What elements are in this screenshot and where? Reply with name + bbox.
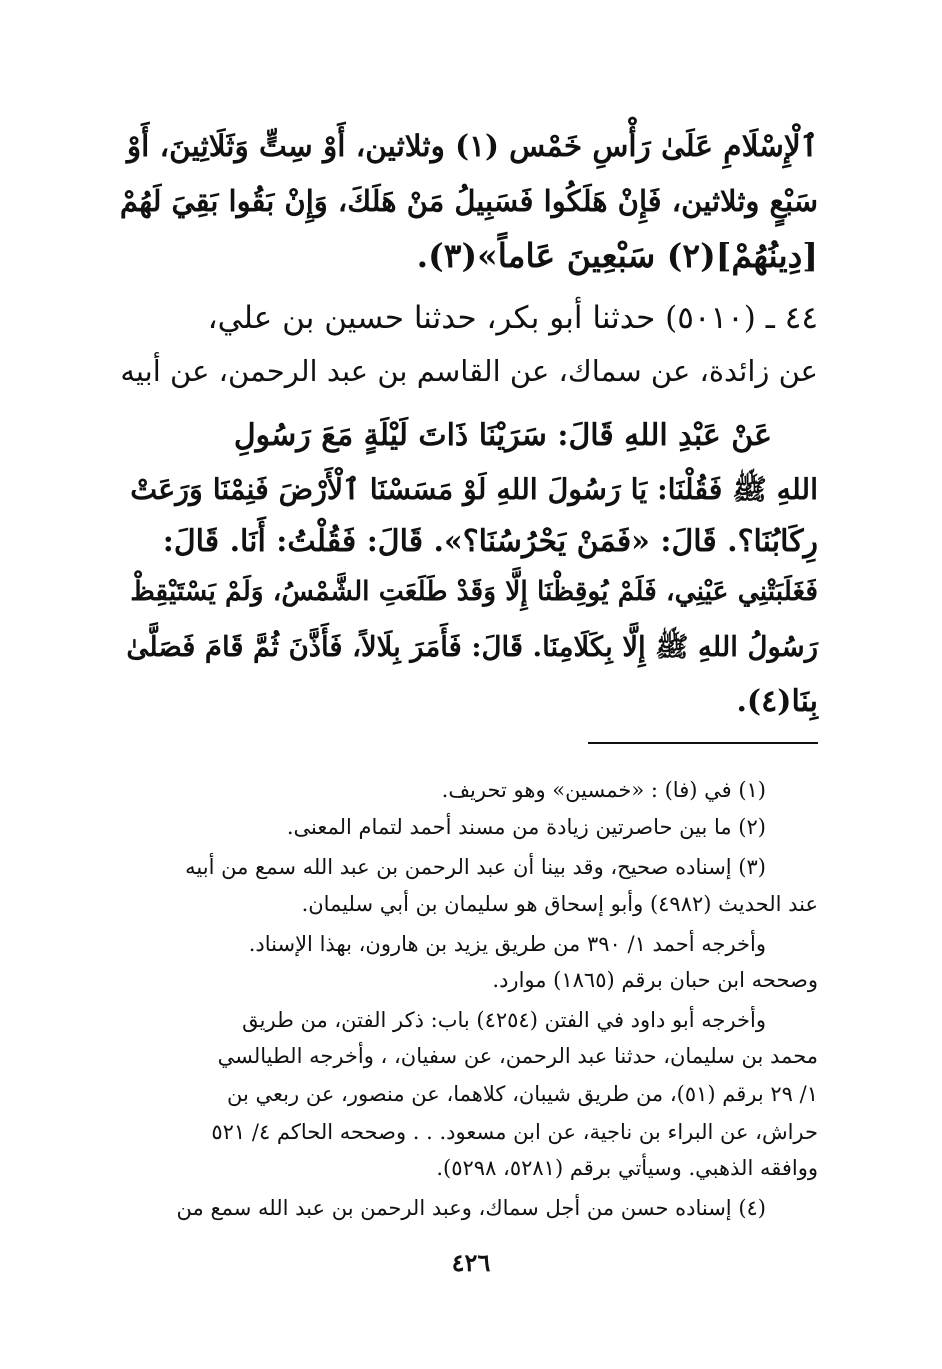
- isnad-line-1: ٤٤ ـ (٥٠١٠) حدثنا أبو بكر، حدثنا حسين بن علي،: [207, 300, 818, 336]
- matn-line-5: رَسُولُ اللهِ ﷺ إِلَّا بِكَلَامِنَا. قَالَ: فَأَمَرَ بِلَالاً، فَأَذَّنَ ثُمَّ قَامَ فَصَلَّىٰ: [126, 631, 818, 663]
- page-number: ٤٢٦: [451, 1248, 491, 1277]
- matn-line-6: بِنَا(٤).: [736, 684, 818, 719]
- footnote-3-line-5: وأخرجه أبو داود في الفتن (٤٢٥٤) باب: ذكر الفتن، من طريق: [242, 1008, 766, 1032]
- footnote-3-line-1: (٣) إسناده صحيح، وقد بينا أن عبد الرحمن بن عبد الله سمع من أبيه: [185, 855, 766, 879]
- footnote-3-line-9: ووافقه الذهبي. وسيأتي برقم (٥٢٨١، ٥٢٩٨).: [436, 1156, 818, 1180]
- footnote-separator: [588, 742, 818, 744]
- footnote-2: (٢) ما بين حاصرتين زيادة من مسند أحمد لتمام المعنى.: [286, 815, 766, 839]
- main-text-line-1: ٱلْإِسْلَامِ عَلَىٰ رَأْسِ خَمْس (١) وثلاثين، أَوْ سِتٍّ وَثَلَاثِينَ، أَوْ: [126, 128, 818, 163]
- matn-line-4: فَغَلَبَتْنِي عَيْنِي، فَلَمْ يُوقِظْنَا إِلَّا وَقَدْ طَلَعَتِ الشَّمْسُ، وَلَمْ يَسْتَيْقِظْ: [130, 576, 818, 607]
- footnote-3-line-4: وصححه ابن حبان برقم (١٨٦٥) موارد.: [492, 968, 818, 992]
- main-text-line-2: سَبْعٍ وثلاثين، فَإِنْ هَلَكُوا فَسَبِيلُ مَنْ هَلَكَ، وَإِنْ بَقُوا بَقِيَ لَهُمْ: [119, 184, 818, 218]
- footnote-3-line-3: وأخرجه أحمد ١/ ٣٩٠ من طريق يزيد بن هارون، بهذا الإسناد.: [248, 932, 766, 956]
- footnote-1: (١) في (فا) : «خمسين» وهو تحريف.: [441, 778, 766, 802]
- main-text-line-3: [دِينُهُمْ](٢) سَبْعِينَ عَاماً»(٣).: [416, 236, 818, 275]
- footnote-3-line-2: عند الحديث (٤٩٨٢) وأبو إسحاق هو سليمان بن أبي سليمان.: [301, 892, 818, 916]
- isnad-line-2: عن زائدة، عن سماك، عن القاسم بن عبد الرحمن، عن أبيه: [120, 354, 818, 388]
- footnote-3-line-7: ١/ ٢٩ برقم (٥١)، من طريق شيبان، كلاهما، عن منصور، عن ربعي بن: [227, 1082, 818, 1106]
- footnote-3-line-6: محمد بن سليمان، حدثنا عبد الرحمن، عن سفيان، ، وأخرجه الطيالسي: [217, 1044, 818, 1068]
- matn-line-1: عَنْ عَبْدِ اللهِ قَالَ: سَرَيْنَا ذَاتَ لَيْلَةٍ مَعَ رَسُولِ: [233, 418, 772, 453]
- matn-line-2: اللهِ ﷺ فَقُلْنَا: يَا رَسُولَ اللهِ لَوْ مَسَسْنَا ٱلْأَرْضَ فَنِمْنَا وَرَعَتْ: [130, 472, 818, 506]
- footnote-3-line-8: حراش، عن البراء بن ناجية، عن ابن مسعود. . . وصححه الحاكم ٤/ ٥٢١: [211, 1120, 818, 1144]
- footnote-4: (٤) إسناده حسن من أجل سماك، وعبد الرحمن بن عبد الله سمع من: [176, 1196, 766, 1220]
- matn-line-3: رِكَابُنَا؟. قَالَ: «فَمَنْ يَحْرُسُنَا؟». قَالَ: فَقُلْتُ: أَنَا. قَالَ:: [162, 524, 818, 559]
